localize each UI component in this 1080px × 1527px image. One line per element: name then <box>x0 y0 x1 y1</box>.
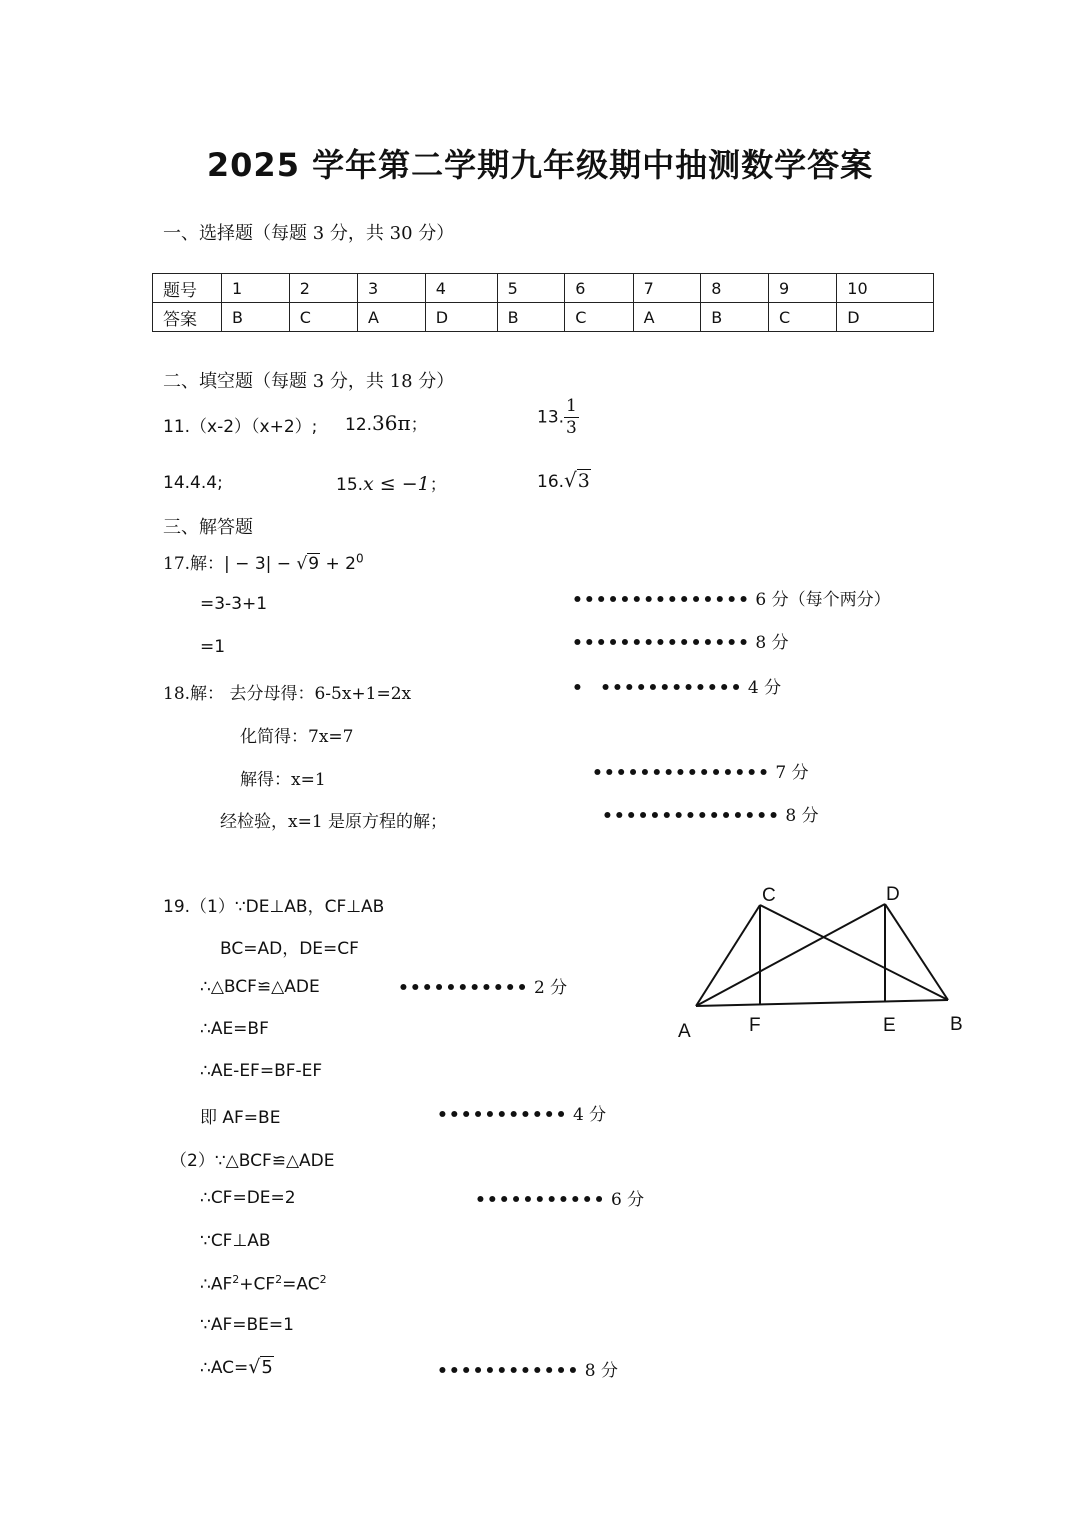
q18-line4: 经检验，x=1 是原方程的解； <box>220 812 448 832</box>
score-text: 6 分 <box>610 1190 645 1210</box>
q19-p1-line2: BC=AD，DE=CF <box>220 939 359 959</box>
table-cell: B <box>497 303 565 332</box>
table-cell: C <box>289 303 357 332</box>
score-dots: • <box>572 678 584 698</box>
q19-p2-line4-a: ∴AF <box>200 1274 233 1295</box>
q19-p2-line6-radicand: 5 <box>261 1357 273 1378</box>
superscript: 2 <box>232 1273 240 1286</box>
segment-cb <box>760 905 948 1000</box>
segment-ab <box>696 1000 948 1006</box>
q18-line3-score <box>592 758 809 783</box>
answer-13-prefix: 13. <box>537 407 565 428</box>
q19-p2-line4 <box>200 1273 327 1295</box>
table-cell: 9 <box>768 274 836 303</box>
label-c: C <box>762 885 776 906</box>
q19-p1-line6-score <box>437 1100 606 1125</box>
score-text: 8 分 <box>785 806 819 826</box>
answer-12-value: 36π <box>372 411 411 435</box>
q19-p2-line4-c: =AC <box>282 1274 320 1295</box>
label-f: F <box>749 1015 761 1036</box>
fraction-denominator: 3 <box>566 418 577 438</box>
table-cell: B <box>222 303 290 332</box>
score-dots: ••••••••••• <box>398 978 529 998</box>
answer-16-radicand: 3 <box>577 470 590 492</box>
table-cell: A <box>358 303 426 332</box>
answer-15-suffix: ； <box>429 475 447 495</box>
table-cell: D <box>837 303 934 332</box>
score-text: 8 分 <box>755 633 789 653</box>
q17-expr-a: | − 3| − <box>224 554 297 574</box>
answer-12-suffix: ； <box>410 415 428 435</box>
score-dots: ••••••••••••••• <box>572 590 750 610</box>
q18-line3: 解得：x=1 <box>240 770 326 790</box>
q19-p2-line6: ∴AC=√5 <box>200 1356 273 1378</box>
q17-step1-score <box>572 585 891 610</box>
score-dots: ••••••••••••••• <box>572 633 750 653</box>
table-cell: 6 <box>565 274 633 303</box>
fraction-numerator: 1 <box>566 396 577 416</box>
score-dots: •••••••••••• <box>600 678 743 698</box>
q18-line4-score <box>602 801 819 826</box>
q17-expr-b: + 2 <box>320 554 356 574</box>
score-text: 6 分（每个两分） <box>755 590 891 610</box>
answer-16-prefix: 16. <box>537 472 565 492</box>
superscript: 2 <box>319 1273 327 1286</box>
q17-label: 17.解： <box>163 554 225 574</box>
q19-p2-line6-prefix: ∴AC= <box>200 1358 249 1378</box>
q19-p2-line6-score <box>437 1356 618 1381</box>
score-dots: ••••••••••••••• <box>592 763 770 783</box>
q17-step2: =1 <box>200 637 226 657</box>
answer-14: 14.4.4; <box>163 473 223 493</box>
q19-p2-line5: ∵AF=BE=1 <box>200 1315 294 1335</box>
segment-db <box>885 904 948 1000</box>
fraction <box>564 398 579 437</box>
section1-heading: 一、选择题（每题 3 分，共 30 分） <box>163 223 455 244</box>
section2-heading: 二、填空题（每题 3 分，共 18 分） <box>163 371 455 392</box>
score-dots: ••••••••••••••• <box>602 806 780 826</box>
q19-p1-line5: ∴AE-EF=BF-EF <box>200 1061 323 1081</box>
q18-line2: 化简得：7x=7 <box>240 727 354 747</box>
answer-15-value: x ≤ −1 <box>363 473 430 495</box>
q19-p2-line3: ∵CF⊥AB <box>200 1231 271 1251</box>
table-cell: C <box>565 303 633 332</box>
score-text: 4 分 <box>572 1105 607 1125</box>
table-cell: 7 <box>633 274 701 303</box>
answer-12 <box>345 410 428 435</box>
score-text: 2 分 <box>533 978 568 998</box>
q19-p1-line1: 19.（1）∵DE⊥AB，CF⊥AB <box>163 897 385 917</box>
table-cell: 1 <box>222 274 290 303</box>
segment-ac <box>696 905 760 1006</box>
label-a: A <box>678 1021 691 1042</box>
score-text: 4 分 <box>747 678 782 698</box>
label-e: E <box>883 1015 896 1036</box>
table-cell: B <box>701 303 769 332</box>
score-text: 8 分 <box>584 1361 619 1381</box>
q19-p1-line6: 即 AF=BE <box>200 1108 281 1128</box>
table-cell: D <box>425 303 497 332</box>
q19-p2-line2: ∴CF=DE=2 <box>200 1188 296 1208</box>
q17-step1: =3-3+1 <box>200 594 268 614</box>
q19-p2-line2-score <box>475 1185 644 1210</box>
answer-16: 16.√3 <box>537 468 590 492</box>
answer-15-prefix: 15. <box>336 475 364 495</box>
table-cell: 3 <box>358 274 426 303</box>
superscript: 2 <box>275 1273 283 1286</box>
table-header-number: 题号 <box>153 274 222 303</box>
table-cell: 2 <box>289 274 357 303</box>
table-cell: A <box>633 303 701 332</box>
page-title: 2025 学年第二学期九年级期中抽测数学答案 <box>206 146 874 184</box>
table-header-answer: 答案 <box>153 303 222 332</box>
score-dots: •••••••••••• <box>437 1361 580 1381</box>
answer-15 <box>336 470 447 495</box>
q18-line1-score <box>572 673 781 698</box>
score-dots: ••••••••••• <box>475 1190 606 1210</box>
table-row <box>153 303 934 332</box>
geometry-figure <box>670 880 980 1050</box>
table-cell: 4 <box>425 274 497 303</box>
q17-expression: 17.解：| − $3| - √9 + 2^0$ <box>163 551 364 574</box>
label-b: B <box>950 1014 963 1035</box>
score-text: 7 分 <box>775 763 809 783</box>
answer-12-prefix: 12. <box>345 415 373 435</box>
q17-step2-score <box>572 628 789 653</box>
q18-line1: 18.解： 去分母得：6-5x+1=2x <box>163 684 412 704</box>
table-cell: 10 <box>837 274 934 303</box>
score-dots: ••••••••••• <box>437 1105 568 1125</box>
answer-11: 11.（x-2）（x+2）; <box>163 417 318 437</box>
q19-p1-line4: ∴AE=BF <box>200 1019 269 1039</box>
table-cell: 5 <box>497 274 565 303</box>
q19-p1-line3: ∴△BCF≌△ADE <box>200 977 320 997</box>
answer-13 <box>537 398 579 437</box>
q19-p2-line1: （2）∵△BCF≌△ADE <box>170 1151 335 1171</box>
q17-expr-exp: 0 <box>355 551 364 566</box>
q17-expr-sqrt: 9 <box>308 554 320 574</box>
section3-heading: 三、解答题 <box>163 517 253 538</box>
table-cell: C <box>768 303 836 332</box>
q19-p2-line4-b: +CF <box>239 1274 276 1295</box>
table-row <box>153 274 934 303</box>
q19-p1-line3-score <box>398 973 567 998</box>
answer-table <box>152 273 934 332</box>
label-d: D <box>886 884 900 905</box>
table-cell: 8 <box>701 274 769 303</box>
